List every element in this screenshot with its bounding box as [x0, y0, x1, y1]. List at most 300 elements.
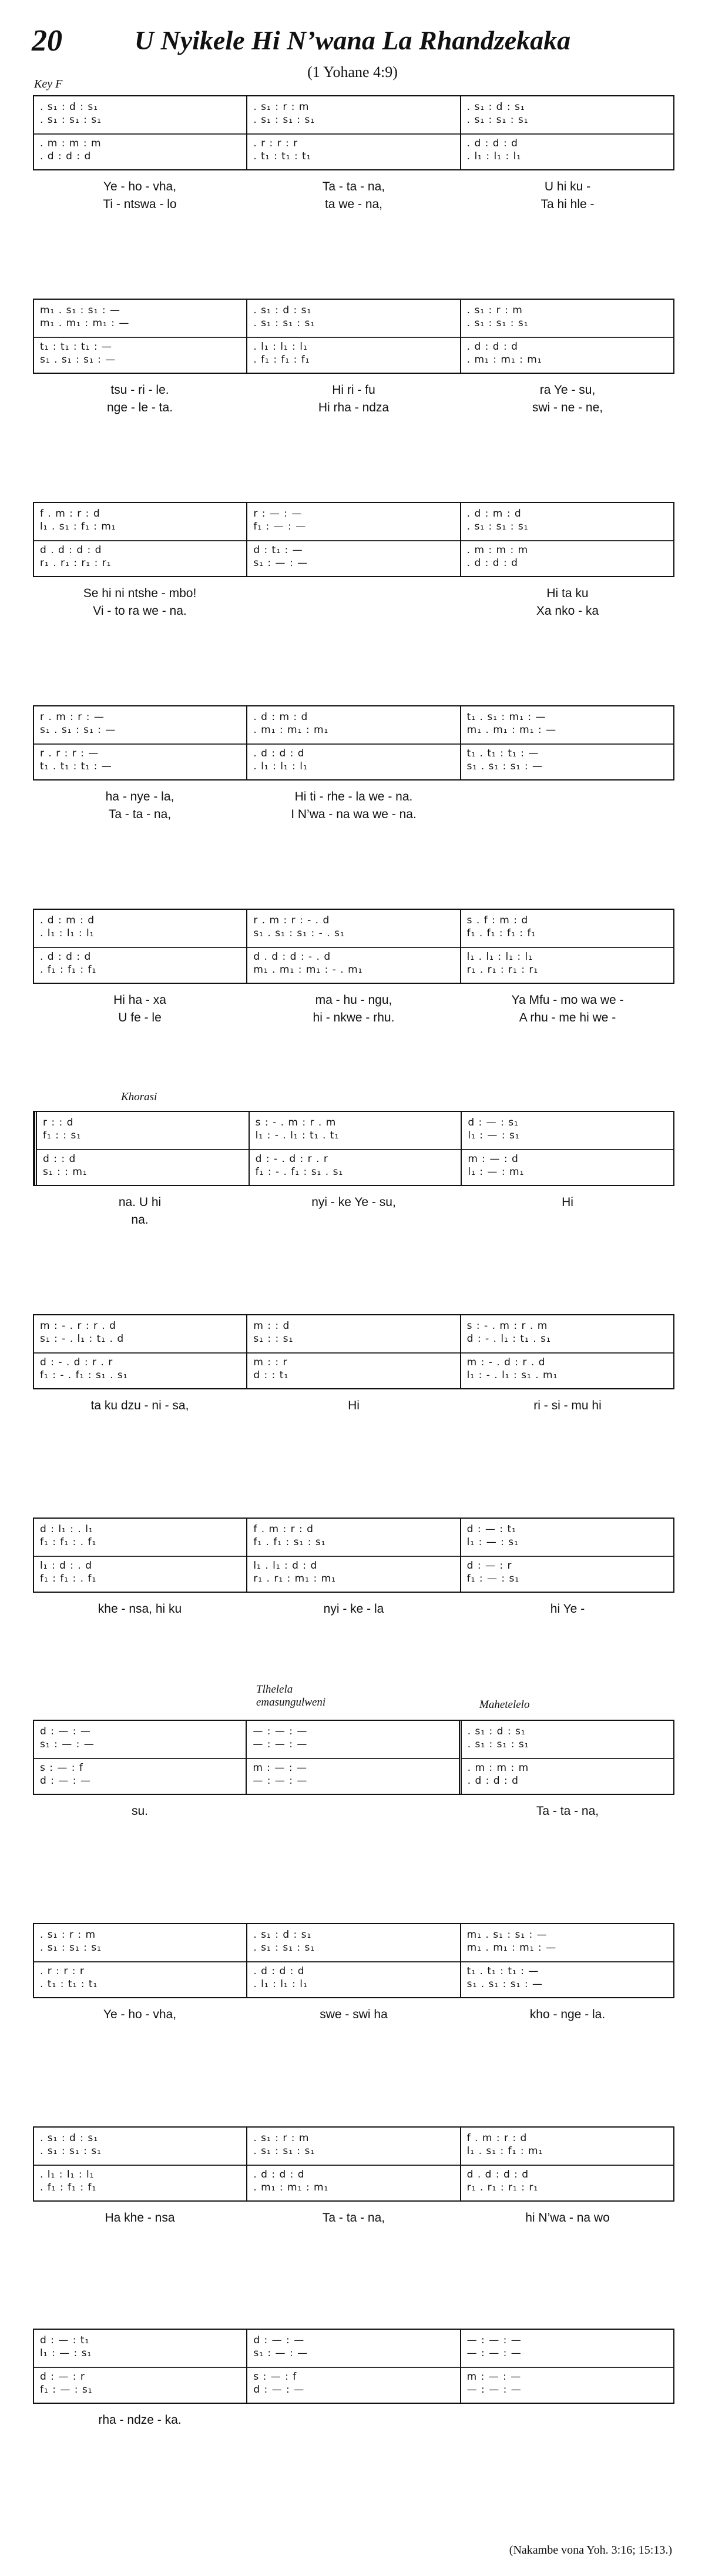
- voice-line: . s₁ : r : m: [40, 1929, 96, 1941]
- lyric-segment: hi - nkwe - rhu.: [313, 1011, 395, 1024]
- voice-line: . d : d : d: [253, 748, 305, 759]
- lyric-segment: [247, 1804, 461, 1822]
- measure: [460, 96, 673, 169]
- staff-divider: [34, 2165, 246, 2166]
- measure: [246, 706, 459, 779]
- section-label: Mahetelelo: [479, 1699, 530, 1711]
- lyric-segment: ha - nye - la,: [105, 790, 174, 803]
- lyric-segment: na.: [131, 1213, 149, 1227]
- voice-line: r . m : r : - . d: [253, 915, 330, 926]
- voice-line: d : l₁ : . l₁: [40, 1523, 93, 1535]
- staff-divider: [247, 947, 459, 948]
- voice-line: t₁ . t₁ : t₁ : —: [466, 748, 539, 759]
- staff-divider: [34, 947, 246, 948]
- lyric-segment: swe - swi ha: [320, 2008, 388, 2021]
- voice-line: f . m : r : d: [40, 508, 100, 520]
- voice-line: s₁ . s₁ : s₁ : - . s₁: [253, 927, 345, 939]
- measure: [34, 2330, 246, 2403]
- voice-line: l₁ : - . l₁ : s₁ . m₁: [466, 1369, 558, 1381]
- voice-line: . d : m : d: [40, 915, 95, 926]
- voice-line: d : - . l₁ : t₁ . s₁: [466, 1333, 551, 1345]
- measure: [246, 910, 459, 983]
- staff-divider: [461, 1961, 673, 1962]
- lyric-segment: Ya Mfu - mo wa we -: [511, 993, 624, 1007]
- voice-line: d : t₁ : —: [253, 544, 303, 556]
- lyric-segment: Ta - ta - na,: [322, 2211, 385, 2225]
- voice-line: . m : m : m: [467, 1762, 529, 1774]
- voice-line: d : - . d : r . r: [40, 1356, 113, 1368]
- voice-line: m : — : —: [466, 2371, 522, 2383]
- voice-line: . m₁ : m₁ : m₁: [253, 724, 329, 736]
- voice-line: s . f : m : d: [466, 915, 529, 926]
- voice-line: l₁ : — : s₁: [466, 1536, 519, 1548]
- measure: [34, 706, 246, 779]
- staff-divider: [34, 2367, 246, 2368]
- voice-line: — : — : —: [253, 1738, 308, 1750]
- voice-line: . s₁ : d : s₁: [466, 101, 525, 113]
- lyrics: [33, 993, 674, 1029]
- staff-box: [33, 1111, 674, 1186]
- voice-line: m₁ . s₁ : s₁ : —: [466, 1929, 548, 1941]
- measure: [34, 96, 246, 169]
- staff-divider: [34, 337, 246, 338]
- staff-divider: [462, 1149, 673, 1150]
- voice-line: l₁ : - . l₁ : t₁ . t₁: [255, 1130, 340, 1141]
- staff-divider: [34, 540, 246, 541]
- staff-box: [33, 2329, 674, 2404]
- voice-line: . d : m : d: [253, 711, 308, 723]
- voice-line: m : — : d: [468, 1153, 519, 1165]
- voice-line: . l₁ : l₁ : l₁: [253, 761, 308, 772]
- voice-line: . l₁ : l₁ : l₁: [253, 341, 308, 353]
- lyric-line: [33, 2008, 674, 2025]
- voice-line: . d : d : d: [467, 1775, 519, 1787]
- voice-line: s₁ . s₁ : s₁ : —: [40, 354, 116, 366]
- staff-divider: [461, 1352, 673, 1354]
- section-label: Khorasi: [121, 1091, 157, 1103]
- voice-line: . d : d : d: [466, 557, 518, 569]
- lyric-segment: [461, 790, 674, 808]
- lyrics: [33, 2413, 674, 2431]
- voice-line: . t₁ : t₁ : t₁: [40, 1978, 98, 1990]
- voice-line: r₁ . r₁ : r₁ : r₁: [466, 2182, 539, 2193]
- music-system: [33, 705, 674, 825]
- lyric-line: [33, 401, 674, 418]
- voice-line: . s₁ : s₁ : s₁: [466, 114, 529, 126]
- staff-divider: [461, 947, 673, 948]
- voice-line: f₁ : : s₁: [43, 1130, 82, 1141]
- lyrics: [33, 1602, 674, 1620]
- lyric-line: [33, 1602, 674, 1620]
- voice-line: . s₁ : s₁ : s₁: [253, 317, 315, 329]
- music-system: [33, 1923, 674, 2025]
- music-system: [33, 2126, 674, 2229]
- voice-line: . d : d : d: [466, 341, 518, 353]
- lyric-segment: Hi ta ku: [546, 587, 589, 600]
- voice-line: t₁ . s₁ : m₁ : —: [466, 711, 546, 723]
- staff-divider: [247, 337, 459, 338]
- music-system: [33, 1314, 674, 1416]
- lyric-segment: [247, 587, 461, 604]
- voice-line: f₁ : — : s₁: [466, 1573, 520, 1585]
- measure: [34, 1721, 246, 1794]
- staff-box: [33, 909, 674, 984]
- staff-divider: [247, 1961, 459, 1962]
- voice-line: l₁ : — : s₁: [40, 2347, 92, 2359]
- voice-line: f₁ : f₁ : . f₁: [40, 1573, 97, 1585]
- voice-line: m₁ . m₁ : m₁ : - . m₁: [253, 964, 363, 976]
- measure: [460, 503, 673, 576]
- voice-line: m : - . r : r . d: [40, 1320, 116, 1332]
- voice-line: d : — : t₁: [40, 2334, 90, 2346]
- lyrics: [33, 587, 674, 622]
- voice-line: t₁ . t₁ : t₁ : —: [40, 761, 112, 772]
- voice-line: . d : d : d: [466, 138, 518, 149]
- voice-line: l₁ : d : . d: [40, 1560, 92, 1572]
- voice-line: d : — : s₁: [468, 1117, 519, 1128]
- voice-line: m : : d: [253, 1320, 290, 1332]
- music-system: [33, 1683, 674, 1822]
- voice-line: s : - . m : r . m: [255, 1117, 337, 1128]
- voice-line: l₁ . s₁ : f₁ : m₁: [40, 521, 116, 532]
- voice-line: s₁ . s₁ : s₁ : —: [466, 1978, 543, 1990]
- lyric-line: [33, 1195, 674, 1213]
- lyric-line: [33, 383, 674, 401]
- voice-line: . m : m : m: [40, 138, 102, 149]
- lyric-segment: na. U hi: [118, 1195, 162, 1209]
- music-system: [33, 1518, 674, 1620]
- voice-line: s₁ . s₁ : s₁ : —: [40, 724, 116, 736]
- measure: [459, 1721, 673, 1794]
- staff-box: [33, 705, 674, 780]
- voice-line: f . m : r : d: [466, 2132, 528, 2144]
- lyric-segment: Ta - ta - na,: [536, 1804, 599, 1818]
- hymn-reference: (1 Yohane 4:9): [307, 63, 398, 81]
- staff-box: [33, 299, 674, 374]
- lyric-segment: hi N’wa - na wo: [525, 2211, 610, 2225]
- voice-line: . r : r : r: [253, 138, 298, 149]
- voice-line: f₁ : — : s₁: [40, 2384, 93, 2396]
- voice-line: . l₁ : l₁ : l₁: [40, 2169, 95, 2180]
- voice-line: — : — : —: [466, 2347, 522, 2359]
- lyric-line: [33, 1213, 674, 1231]
- voice-line: . s₁ : s₁ : s₁: [253, 1942, 315, 1954]
- voice-line: m₁ . m₁ : m₁ : —: [466, 724, 557, 736]
- measure: [249, 1112, 461, 1185]
- voice-line: d : — : —: [253, 2384, 305, 2396]
- measure: [34, 1315, 246, 1388]
- voice-line: d : — : —: [40, 1726, 91, 1737]
- voice-line: . d : m : d: [466, 508, 522, 520]
- staff-divider: [461, 743, 673, 745]
- lyrics: [33, 2008, 674, 2025]
- staff-divider: [247, 1556, 459, 1557]
- music-system: [33, 2329, 674, 2431]
- measure: [460, 300, 673, 373]
- staff-divider: [34, 1961, 246, 1962]
- lyric-segment: tsu - ri - le.: [110, 383, 169, 397]
- music-system: [33, 909, 674, 1029]
- staff-divider: [250, 1149, 461, 1150]
- lyric-segment: nyi - ke - la: [323, 1602, 384, 1616]
- hymn-title: U Nyikele Hi N’wana La Rhandzekaka: [134, 25, 571, 55]
- voice-line: . s₁ : s₁ : s₁: [466, 317, 529, 329]
- footnote: (Nakambe vona Yoh. 3:16; 15:13.): [509, 2544, 672, 2557]
- voice-line: s₁ : — : —: [253, 2347, 308, 2359]
- lyric-segment: Hi ri - fu: [332, 383, 375, 397]
- voice-line: m : : r: [253, 1356, 288, 1368]
- voice-line: l₁ . l₁ : d : d: [253, 1560, 318, 1572]
- section-label: Tlhelela emasungulweni: [256, 1683, 326, 1709]
- lyric-segment: hi Ye -: [550, 1602, 585, 1616]
- staff-box: [33, 1923, 674, 1998]
- lyric-line: [33, 1011, 674, 1029]
- voice-line: t₁ . t₁ : t₁ : —: [466, 1965, 539, 1977]
- voice-line: r . m : r : —: [40, 711, 105, 723]
- lyric-segment: I N’wa - na wa we - na.: [291, 808, 417, 821]
- voice-line: . s₁ : s₁ : s₁: [467, 1738, 529, 1750]
- lyric-segment: su.: [131, 1804, 148, 1818]
- voice-line: . l₁ : l₁ : l₁: [40, 927, 95, 939]
- voice-line: . s₁ : d : s₁: [40, 101, 99, 113]
- voice-line: . l₁ : l₁ : l₁: [466, 150, 522, 162]
- lyric-segment: [247, 1213, 461, 1231]
- staff-divider: [247, 743, 459, 745]
- staff-divider: [462, 1758, 673, 1759]
- music-system: [33, 299, 674, 418]
- lyric-segment: Hi ti - rhe - la we - na.: [294, 790, 413, 803]
- music-system: [33, 95, 674, 215]
- lyric-segment: [461, 808, 674, 825]
- lyric-line: [33, 993, 674, 1011]
- voice-line: s₁ : — : —: [253, 557, 308, 569]
- voice-line: s₁ : : m₁: [43, 1166, 88, 1178]
- voice-line: d : : d: [43, 1153, 76, 1165]
- voice-line: . s₁ : r : m: [253, 2132, 310, 2144]
- staff-box: [33, 1314, 674, 1389]
- voice-line: — : — : —: [253, 1775, 308, 1787]
- voice-line: d : : t₁: [253, 1369, 289, 1381]
- voice-line: r₁ . r₁ : m₁ : m₁: [253, 1573, 336, 1585]
- voice-line: . s₁ : d : s₁: [467, 1726, 526, 1737]
- staff-box: [33, 1518, 674, 1593]
- staff-box: [33, 502, 674, 577]
- voice-line: t₁ : t₁ : t₁ : —: [40, 341, 113, 353]
- lyric-segment: ra Ye - su,: [539, 383, 596, 397]
- voice-line: . s₁ : d : s₁: [40, 2132, 99, 2144]
- voice-line: . d : d : d: [253, 2169, 305, 2180]
- music-system: [33, 502, 674, 622]
- voice-line: . s₁ : s₁ : s₁: [466, 521, 529, 532]
- voice-line: s₁ : - . l₁ : t₁ . d: [40, 1333, 125, 1345]
- lyric-segment: ma - hu - ngu,: [315, 993, 392, 1007]
- voice-line: d : - . d : r . r: [255, 1153, 328, 1165]
- lyric-line: [33, 2211, 674, 2229]
- voice-line: l₁ . s₁ : f₁ : m₁: [466, 2145, 543, 2157]
- lyric-segment: [461, 1213, 674, 1231]
- voice-line: — : — : —: [466, 2334, 522, 2346]
- staff-box: [33, 1720, 674, 1795]
- lyric-segment: Vi - to ra we - na.: [93, 604, 187, 618]
- staff-divider: [461, 133, 673, 135]
- lyric-segment: Xa nko - ka: [536, 604, 599, 618]
- staff-divider: [34, 1758, 246, 1759]
- voice-line: m₁ . m₁ : m₁ : —: [466, 1942, 557, 1954]
- voice-line: r . r : r : —: [40, 748, 99, 759]
- music-system: [33, 1091, 674, 1231]
- lyric-segment: Ti - ntswa - lo: [103, 197, 177, 211]
- measure: [246, 1519, 459, 1592]
- voice-line: — : — : —: [466, 2384, 522, 2396]
- lyric-segment: Hi: [348, 1399, 360, 1412]
- lyric-segment: Ta hi hle -: [540, 197, 595, 211]
- staff-divider: [34, 1556, 246, 1557]
- voice-line: f₁ : — : —: [253, 521, 307, 532]
- voice-line: d . d : d : d: [466, 2169, 529, 2180]
- lyric-segment: [247, 604, 461, 622]
- voice-line: s : — : f: [40, 1762, 83, 1774]
- voice-line: — : — : —: [253, 1726, 308, 1737]
- staff-divider: [461, 337, 673, 338]
- measure: [34, 1519, 246, 1592]
- staff-box: [33, 2126, 674, 2202]
- voice-line: . d : d : d: [40, 150, 92, 162]
- lyric-segment: U fe - le: [118, 1011, 162, 1024]
- voice-line: f₁ . f₁ : s₁ : s₁: [253, 1536, 326, 1548]
- measure: [246, 300, 459, 373]
- measure: [460, 1924, 673, 1997]
- measure: [34, 300, 246, 373]
- staff-divider: [34, 743, 246, 745]
- staff-box: [33, 95, 674, 170]
- voice-line: s : — : f: [253, 2371, 297, 2383]
- voice-line: . f₁ : f₁ : f₁: [40, 964, 97, 976]
- voice-line: d . d : d : - . d: [253, 951, 331, 963]
- lyric-segment: ri - si - mu hi: [533, 1399, 602, 1412]
- lyrics: [33, 383, 674, 418]
- lyrics: [33, 1195, 674, 1231]
- lyric-segment: U hi ku -: [544, 180, 591, 193]
- voice-line: s₁ : — : —: [40, 1738, 95, 1750]
- voice-line: f . m : r : d: [253, 1523, 314, 1535]
- lyric-segment: Ye - ho - vha,: [103, 2008, 177, 2021]
- lyric-segment: Hi: [562, 1195, 573, 1209]
- voice-line: l₁ : — : m₁: [468, 1166, 525, 1178]
- lyric-segment: Se hi ni ntshe - mbo!: [83, 587, 197, 600]
- lyric-line: [33, 1804, 674, 1822]
- measure: [246, 2330, 459, 2403]
- measure: [246, 2128, 459, 2200]
- lyric-segment: [247, 2413, 461, 2431]
- lyric-line: [33, 587, 674, 604]
- lyric-segment: khe - nsa, hi ku: [98, 1602, 182, 1616]
- measure: [460, 706, 673, 779]
- measure: [246, 1721, 458, 1794]
- voice-line: . d : d : d: [40, 951, 92, 963]
- lyric-segment: Hi rha - ndza: [318, 401, 390, 414]
- voice-line: f₁ : - . f₁ : s₁ . s₁: [40, 1369, 128, 1381]
- lyric-segment: Ta - ta - na,: [108, 808, 172, 821]
- measure: [34, 503, 246, 576]
- voice-line: . m₁ : m₁ : m₁: [466, 354, 542, 366]
- lyrics: [33, 1804, 674, 1822]
- lyric-line: [33, 197, 674, 215]
- staff-divider: [247, 2367, 459, 2368]
- voice-line: r : : d: [43, 1117, 74, 1128]
- voice-line: m : — : —: [253, 1762, 307, 1774]
- lyric-segment: A rhu - me hi we -: [519, 1011, 616, 1024]
- voice-line: . s₁ : s₁ : s₁: [253, 114, 315, 126]
- lyric-segment: nyi - ke Ye - su,: [311, 1195, 396, 1209]
- voice-line: . s₁ : s₁ : s₁: [253, 2145, 315, 2157]
- lyric-segment: swi - ne - ne,: [532, 401, 603, 414]
- voice-line: s : - . m : r . m: [466, 1320, 548, 1332]
- voice-line: r₁ . r₁ : r₁ : r₁: [466, 964, 539, 976]
- voice-line: . s₁ : d : s₁: [253, 1929, 312, 1941]
- lyrics: [33, 790, 674, 825]
- voice-line: m₁ . s₁ : s₁ : —: [40, 304, 121, 316]
- measure: [246, 96, 459, 169]
- voice-line: s₁ : : s₁: [253, 1333, 294, 1345]
- voice-line: s₁ . s₁ : s₁ : —: [466, 761, 543, 772]
- measure: [34, 1112, 249, 1185]
- lyric-segment: ta ku dzu - ni - sa,: [90, 1399, 189, 1412]
- voice-line: . s₁ : r : m: [253, 101, 310, 113]
- lyric-segment: rha - ndze - ka.: [98, 2413, 182, 2427]
- lyric-line: [33, 790, 674, 808]
- staff-divider: [461, 2165, 673, 2166]
- voice-line: . s₁ : s₁ : s₁: [40, 114, 102, 126]
- measure: [246, 1924, 459, 1997]
- voice-line: l₁ . l₁ : l₁ : l₁: [466, 951, 533, 963]
- measure: [460, 1315, 673, 1388]
- lyric-line: [33, 180, 674, 197]
- voice-line: d : — : r: [40, 2371, 85, 2383]
- voice-line: r₁ . r₁ : r₁ : r₁: [40, 557, 112, 569]
- voice-line: f₁ : - . f₁ : s₁ . s₁: [255, 1166, 344, 1178]
- staff-divider: [461, 2367, 673, 2368]
- voice-line: . r : r : r: [40, 1965, 85, 1977]
- staff-divider: [247, 2165, 459, 2166]
- voice-line: . m : m : m: [466, 544, 529, 556]
- lyric-segment: Ha khe - nsa: [105, 2211, 175, 2225]
- voice-line: d : — : t₁: [466, 1523, 516, 1535]
- lyric-line: [33, 1399, 674, 1416]
- staff-divider: [37, 1149, 249, 1150]
- lyric-segment: nge - le - ta.: [106, 401, 173, 414]
- staff-divider: [34, 1352, 246, 1354]
- measure: [246, 1315, 459, 1388]
- lyric-segment: Hi ha - xa: [113, 993, 166, 1007]
- lyric-segment: Ye - ho - vha,: [103, 180, 177, 193]
- voice-line: . m₁ : m₁ : m₁: [253, 2182, 329, 2193]
- staff-divider: [247, 1758, 458, 1759]
- measure: [460, 2128, 673, 2200]
- measure: [34, 1924, 246, 1997]
- voice-line: f₁ : f₁ : . f₁: [40, 1536, 97, 1548]
- voice-line: . s₁ : r : m: [466, 304, 523, 316]
- voice-line: . f₁ : f₁ : f₁: [40, 2182, 97, 2193]
- measure: [34, 2128, 246, 2200]
- staff-divider: [247, 1352, 459, 1354]
- voice-line: d : — : —: [253, 2334, 305, 2346]
- voice-line: . d : d : d: [253, 1965, 305, 1977]
- voice-line: m₁ . m₁ : m₁ : —: [40, 317, 130, 329]
- measure: [461, 1112, 673, 1185]
- lyric-segment: ta we - na,: [324, 197, 383, 211]
- measure: [460, 1519, 673, 1592]
- lyric-line: [33, 808, 674, 825]
